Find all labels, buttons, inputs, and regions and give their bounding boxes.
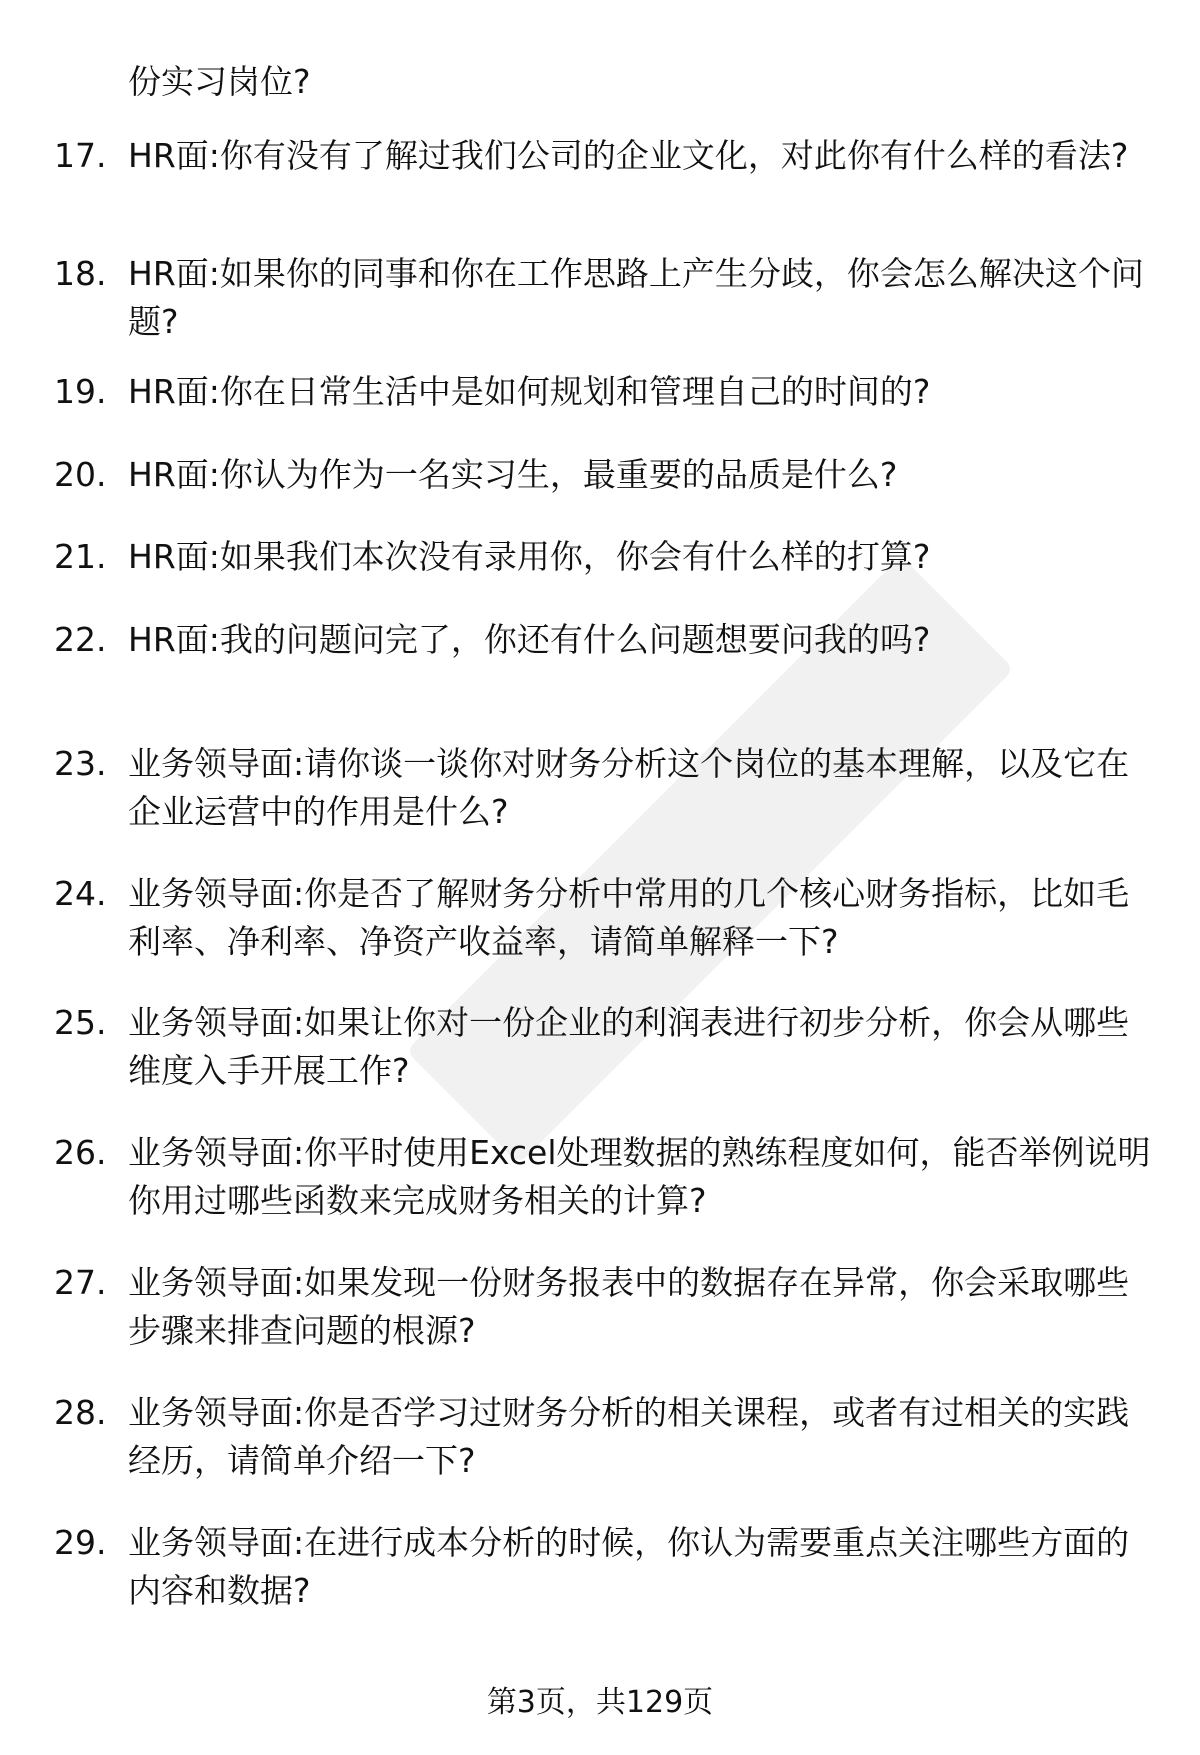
- question-text: 业务领导面:如果让你对一份企业的利润表进行初步分析，你会从哪些维度入手开展工作?: [128, 1003, 1130, 1090]
- question-number: 29.: [54, 1523, 107, 1562]
- question-text: HR面:如果我们本次没有录用你，你会有什么样的打算?: [128, 537, 931, 576]
- question-text: HR面:我的问题问完了，你还有什么问题想要问我的吗?: [128, 620, 931, 659]
- question-number: 21.: [54, 537, 107, 576]
- question-number: 22.: [54, 620, 107, 659]
- question-text: 业务领导面:你平时使用Excel处理数据的熟练程度如何，能否举例说明你用过哪些函数来完成财务相关的计算?: [128, 1133, 1151, 1220]
- question-text: 业务领导面:你是否了解财务分析中常用的几个核心财务指标，比如毛利率、净利率、净资产收益率，请简单解释一下?: [128, 874, 1130, 961]
- question-text: 业务领导面:请你谈一谈你对财务分析这个岗位的基本理解，以及它在企业运营中的作用是什么?: [128, 744, 1130, 831]
- question-text: 业务领导面:在进行成本分析的时候，你认为需要重点关注哪些方面的内容和数据?: [128, 1523, 1130, 1610]
- question-number: 23.: [54, 744, 107, 783]
- question-number: 25.: [54, 1003, 107, 1042]
- question-number: 28.: [54, 1393, 107, 1432]
- question-number: 20.: [54, 455, 107, 494]
- question-text: HR面:你在日常生活中是如何规划和管理自己的时间的?: [128, 372, 931, 411]
- question-text: HR面:如果你的同事和你在工作思路上产生分歧，你会怎么解决这个问题?: [128, 254, 1144, 341]
- question-number: 26.: [54, 1133, 107, 1172]
- page-footer: 第3页，共129页: [486, 1685, 714, 1720]
- question-text: HR面:你认为作为一名实习生，最重要的品质是什么?: [128, 455, 898, 494]
- question-text: 业务领导面:如果发现一份财务报表中的数据存在异常，你会采取哪些步骤来排查问题的根源?: [128, 1263, 1130, 1350]
- question-number: 19.: [54, 372, 107, 411]
- question-text: 业务领导面:你是否学习过财务分析的相关课程，或者有过相关的实践经历，请简单介绍一下?: [128, 1393, 1130, 1480]
- question-number: 27.: [54, 1263, 107, 1302]
- question-number: 17.: [54, 136, 107, 175]
- question-number: 18.: [54, 254, 107, 293]
- question-number: 24.: [54, 874, 107, 913]
- question-text: HR面:你有没有了解过我们公司的企业文化，对此你有什么样的看法?: [128, 136, 1129, 175]
- continuation-text: 份实习岗位?: [128, 62, 311, 101]
